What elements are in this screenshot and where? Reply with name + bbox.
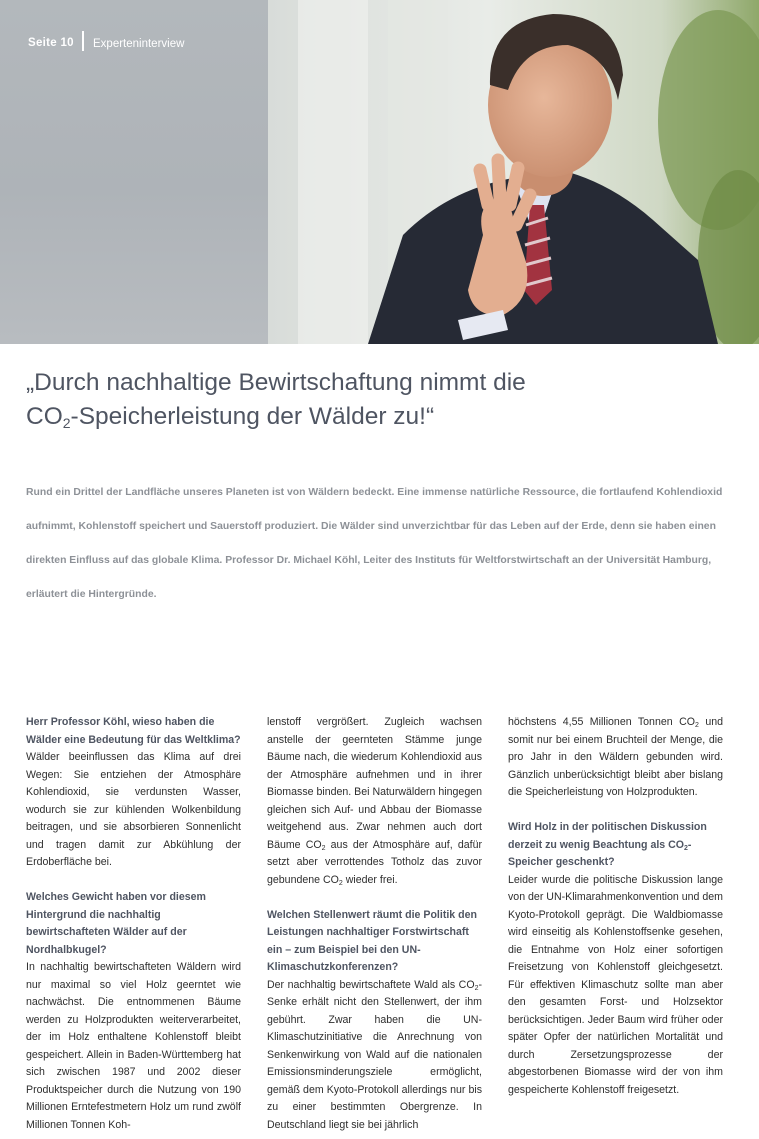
answer-2: In nachhaltig bewirtschafteten Wäldern wird nur maximal so viel Holz geerntet wie nachwächst. Die entnommenen Bäume werden zu Holzprodukten weiterverarbeitet, der im Holz enthaltene Kohlenstoff bleibt gespeichert. Allein in Baden-Württemberg hat sich zwischen 1987 und 2002 dieser Produktspeicher durch die Nutzung von 190 Millionen Erntefestmetern Holz um rund zwölf Millionen Tonnen Koh- [26, 961, 241, 1131]
portrait-photo [268, 0, 759, 344]
section-label: Experteninterview [93, 38, 185, 50]
gray-panel [0, 0, 268, 344]
question-3: Welchen Stellenwert räumt die Politik den Leistungen nachhaltiger Forstwirtschaft ein – zum Beispiel bei den UN-Klimaschutzkonferenzen? [267, 908, 477, 973]
answer-2-continued: lenstoff vergrößert. Zugleich wachsen anstelle der geernteten Stämme junge Bäume nach, die wiederum Kohlendioxid aus der Atmosphäre aufnehmen und in ihrer Biomasse binden. Bei Naturwäldern hingegen gleichen sich Auf- und Abbau der Biomasse weitgehend aus. Zwar nehmen auch dort Bäume $CO_2$ aus der Atmosphäre auf, dafür setzt aber verrottendes Totholz das zuvor gebundene $CO_2$ wieder frei. [267, 716, 482, 887]
page-number: Seite 10 [28, 37, 74, 49]
header-divider [82, 31, 84, 51]
answer-1: Wälder beeinflussen das Klima auf drei Wegen: Sie entziehen der Atmosphäre Kohlendioxid, sie verdunsten Wasser, wodurch sie zur kühlenden Wolkenbildung beitragen, und sie absorbieren Sonnenlicht und tragen damit zur Abkühlung der Erdoberfläche bei. [26, 751, 241, 868]
question-4: Wird Holz in der politischen Diskussion derzeit zu wenig Beachtung als $CO_2$-Speicher geschenkt? [508, 821, 707, 868]
text-column-1 [26, 714, 241, 1134]
intro-paragraph: Rund ein Drittel der Landfläche unseres Planeten ist von Wäldern bedeckt. Eine immense natürliche Ressource, die fortlaufend Kohlendioxid aufnimmt, Kohlenstoff speichert und Sauerstoff produziert. Die Wälder sind unverzichtbar für das Leben auf der Erde, denn sie haben einen direkten Einfluss auf das globale Klima. Professor Dr. Michael Köhl, Leiter des Instituts für Weltforstwirtschaft an der Universität Hamburg, erläutert die Hintergründe. [26, 487, 723, 600]
text-column-2 [267, 714, 482, 1134]
headline: „Durch nachhaltige Bewirtschaftung nimmt die $CO_2$-Speicherleistung der Wälder zu!“ [26, 369, 526, 431]
question-1: Herr Professor Köhl, wieso haben die Wälder eine Bedeutung für das Weltklima? [26, 716, 241, 746]
answer-3-continued: höchstens 4,55 Millionen Tonnen $CO_2$ und somit nur bei einem Bruchteil der Menge, die pro Jahr in den Wäldern gebunden wird. Gänzlich unberücksichtigt bleibt aber bislang die Speicherleistung von Holzprodukten. [508, 716, 723, 798]
text-column-3 [508, 714, 723, 1099]
header-image-area [0, 0, 759, 344]
window-pane [298, 0, 368, 344]
question-2: Welches Gewicht haben vor diesem Hintergrund die nachhaltig bewirtschafteten Wälder auf der Nordhalbkugel? [26, 891, 206, 956]
answer-3: Der nachhaltig bewirtschaftete Wald als $CO_2$-Senke erhält nicht den Stellenwert, der ihm gebührt. Zwar haben die UN-Klimaschutzinitiative die Anrechnung von Senkenwirkung von Wald auf die nationalen Emissionsminderungsziele ermöglicht, gemäß dem Kyoto-Protokoll allerdings nur bis zu einer bestimmten Obergrenze. In Deutschland liegt sie bei jährlich [267, 978, 482, 1131]
answer-4: Leider wurde die politische Diskussion lange von der UN-Klimarahmenkonvention und dem Kyoto-Protokoll geprägt. Die Waldbiomasse wird einseitig als Kohlenstoffsenke gesehen, die Entnahme von Holz einer sofortigen Freisetzung von Kohlenstoff gleichgesetzt. Für effektiven Klimaschutz sollte man aber den gesamten Forst- und Holzsektor berücksichtigen. Jeder Baum wird früher oder später Opfer der natürlichen Mortalität und durch Zersetzungsprozesse der abgestorbenen Biomasse wird der von ihm gespeicherte Kohlenstoff freigesetzt. [508, 873, 723, 1096]
